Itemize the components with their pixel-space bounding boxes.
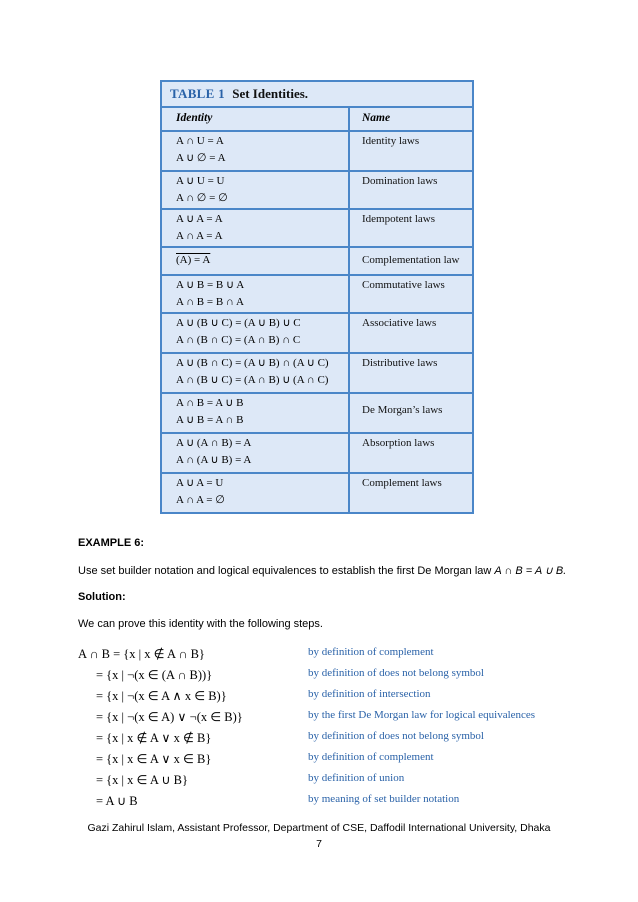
law-name: Absorption laws — [362, 437, 435, 449]
identity-cell — [176, 355, 329, 389]
de-morgan-law-inline: A ∩ B = A ∪ B. — [494, 565, 567, 577]
column-header-name: Name — [362, 112, 391, 124]
identity-cell — [176, 133, 226, 167]
law-name: Idempotent laws — [362, 213, 436, 225]
solution-heading: Solution: — [78, 591, 126, 603]
proof-reason: by definition of intersection — [308, 688, 431, 700]
example-heading: EXAMPLE 6: — [78, 537, 145, 549]
identity-line: A ∪ A = A — [176, 213, 223, 225]
identity-cell — [176, 435, 251, 469]
identity-line: A ∪ (B ∩ C) = (A ∪ B) ∩ (A ∪ C) — [176, 357, 329, 369]
proof-expression: = {x | ¬(x ∈ A) ∨ ¬(x ∈ B)} — [96, 710, 243, 724]
identity-line: A ∩ U = A — [176, 135, 224, 147]
identity-line: A ∪ U = U — [176, 175, 225, 187]
table-row — [162, 274, 472, 312]
set-identities-table — [160, 80, 474, 514]
example-statement — [78, 564, 566, 577]
proof-reason: by definition of complement — [308, 751, 434, 763]
identity-line: A ∩ (B ∪ C) = (A ∩ B) ∪ (A ∩ C) — [176, 374, 329, 386]
identity-line: (A) = A — [176, 254, 211, 266]
page-number: 7 — [316, 838, 322, 850]
proof-expression: = {x | x ∈ A ∪ B} — [96, 773, 188, 787]
identity-cell — [176, 475, 225, 509]
proof-reason: by meaning of set builder notation — [308, 793, 460, 805]
identity-cell — [176, 395, 243, 429]
identity-line: A ∪ B = A ∩ B — [176, 414, 244, 426]
law-name: Complementation law — [362, 254, 460, 266]
table-row — [162, 392, 472, 432]
identity-line: A ∪ A = U — [176, 477, 224, 489]
row-divider — [162, 246, 472, 248]
law-name: Commutative laws — [362, 279, 445, 291]
proof-reason: by the first De Morgan law for logical equivalences — [308, 709, 536, 721]
identity-cell — [176, 173, 228, 207]
identity-line: A ∩ (A ∪ B) = A — [176, 454, 252, 466]
identity-line: A ∩ ∅ = ∅ — [176, 192, 228, 204]
row-divider — [162, 472, 472, 474]
table-row — [162, 432, 472, 472]
footer-author: Gazi Zahirul Islam, Assistant Professor, Department of CSE, Daffodil International University, Dhaka — [87, 822, 551, 834]
identity-line: A ∪ ∅ = A — [176, 152, 226, 164]
solution-text: We can prove this identity with the following steps. — [78, 618, 323, 630]
table-title — [170, 86, 308, 102]
table-row — [162, 472, 472, 512]
proof-expression: A ∩ B = {x | x ∉ A ∩ B} — [78, 647, 205, 661]
law-name: Identity laws — [362, 135, 420, 147]
row-divider — [162, 312, 472, 314]
table-caption: Set Identities. — [232, 86, 309, 101]
proof-expression: = {x | x ∈ A ∨ x ∈ B} — [96, 752, 212, 766]
identity-cell — [176, 252, 210, 269]
law-name: Distributive laws — [362, 357, 438, 369]
column-header-identity: Identity — [176, 112, 213, 124]
proof-reason: by definition of union — [308, 772, 405, 784]
proof-expression: = {x | ¬(x ∈ (A ∩ B))} — [96, 668, 213, 682]
identity-cell — [176, 315, 301, 349]
identity-line: A ∪ (B ∪ C) = (A ∪ B) ∪ C — [176, 317, 301, 329]
table-row — [162, 352, 472, 392]
identity-line: A ∩ B = A ∪ B — [176, 397, 244, 409]
column-header-row — [162, 108, 472, 130]
row-divider — [162, 208, 472, 210]
law-name: De Morgan’s laws — [362, 404, 443, 416]
identity-line: A ∩ A = ∅ — [176, 494, 225, 506]
identity-line: A ∩ A = A — [176, 230, 223, 242]
row-divider — [162, 170, 472, 172]
table-row — [162, 246, 472, 274]
law-name: Associative laws — [362, 317, 437, 329]
example-text: Use set builder notation and logical equivalences to establish the first De Morgan law — [78, 565, 495, 577]
table-row — [162, 312, 472, 352]
table-row — [162, 208, 472, 246]
table-number: TABLE 1 — [170, 86, 225, 101]
law-name: Complement laws — [362, 477, 442, 489]
row-divider — [162, 352, 472, 354]
table-row — [162, 170, 472, 208]
row-divider — [162, 274, 472, 276]
identity-line: A ∩ (B ∩ C) = (A ∩ B) ∩ C — [176, 334, 301, 346]
table-header — [162, 82, 472, 106]
identity-line: A ∪ B = B ∪ A — [176, 279, 245, 291]
proof-expression: = {x | ¬(x ∈ A ∧ x ∈ B)} — [96, 689, 227, 703]
row-divider — [162, 432, 472, 434]
identity-cell — [176, 277, 244, 311]
identity-line: A ∩ B = B ∩ A — [176, 296, 244, 308]
proof-expression: = A ∪ B — [96, 794, 138, 808]
proof-expression: = {x | x ∉ A ∨ x ∉ B} — [96, 731, 212, 745]
law-name: Domination laws — [362, 175, 438, 187]
identity-line: A ∪ (A ∩ B) = A — [176, 437, 252, 449]
proof-reason: by definition of does not belong symbol — [308, 730, 484, 742]
proof-reason: by definition of does not belong symbol — [308, 667, 484, 679]
row-divider — [162, 130, 472, 132]
table-row — [162, 130, 472, 170]
row-divider — [162, 392, 472, 394]
identity-cell — [176, 211, 223, 245]
proof-reason: by definition of complement — [308, 646, 434, 658]
